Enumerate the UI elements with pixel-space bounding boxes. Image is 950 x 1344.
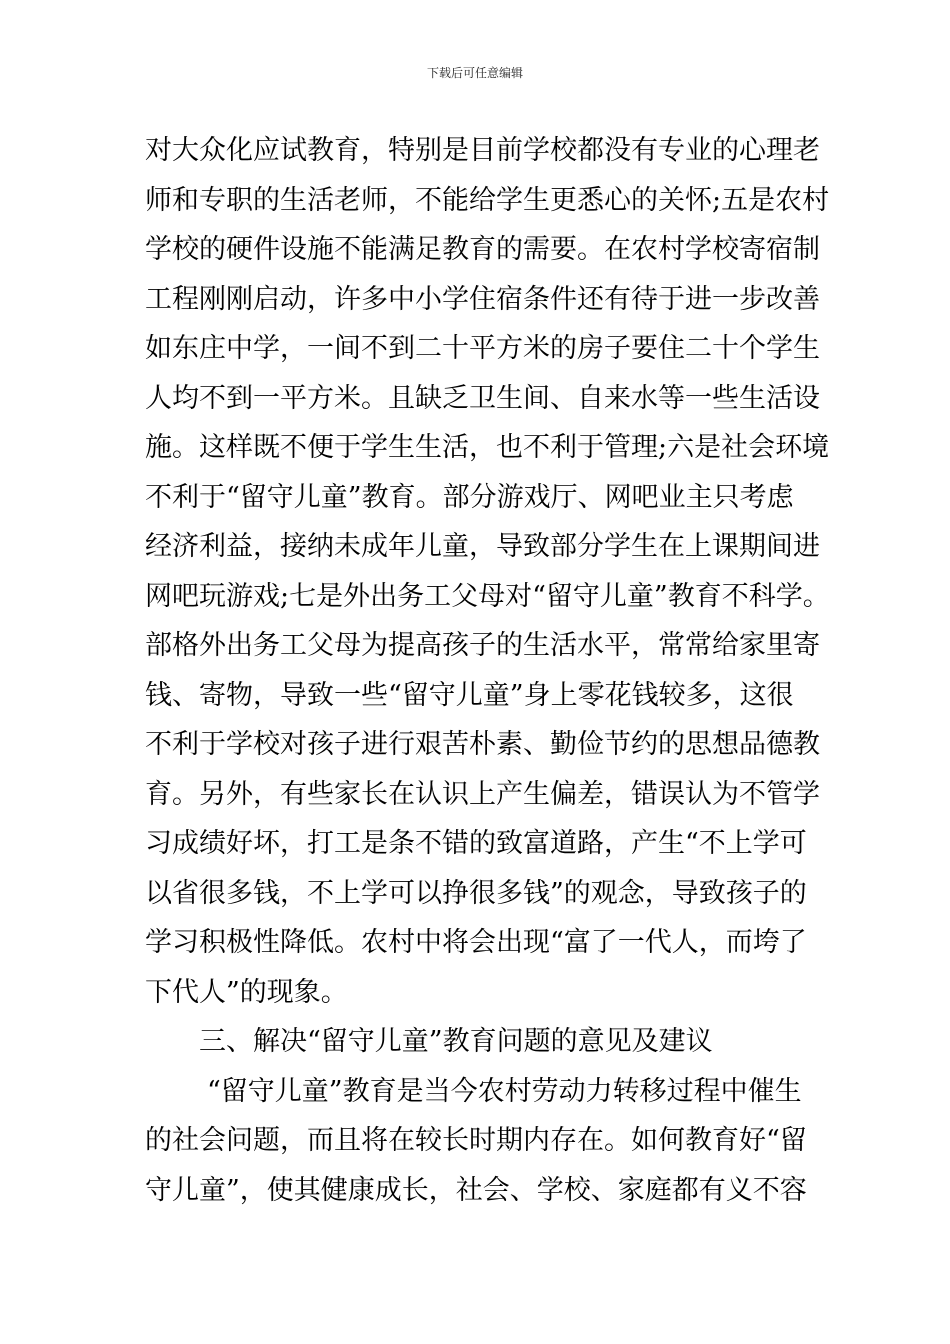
body-line: 学习积极性降低。农村中将会出现“富了一代人，而垮了: [145, 927, 807, 958]
body-line: 如东庄中学，一间不到二十平方米的房子要住二十个学生: [145, 333, 820, 364]
body-line: 习成绩好坏，打工是条不错的致富道路，产生“不上学可: [145, 828, 807, 859]
body-line: 学校的硬件设施不能满足教育的需要。在农村学校寄宿制: [145, 234, 820, 265]
body-line: 师和专职的生活老师，不能给学生更悉心的关怀;五是农村: [145, 184, 830, 216]
body-line: “留守儿童”教育是当今农村劳动力转移过程中催生: [207, 1075, 802, 1107]
body-line: 不利于学校对孩子进行艰苦朴素、勤俭节约的思想品德教: [145, 729, 820, 760]
section-heading: 三、解决“留守儿童”教育问题的意见及建议: [199, 1026, 713, 1057]
body-line: 工程刚刚启动，许多中小学住宿条件还有待于进一步改善: [145, 283, 820, 315]
body-line: 的社会问题，而且将在较长时期内存在。如何教育好“留: [145, 1125, 807, 1156]
body-line: 下代人”的现象。: [145, 976, 348, 1008]
body-line: 育。另外，有些家长在认识上产生偏差，错误认为不管学: [145, 778, 820, 810]
body-line: 经济利益，接纳未成年儿童，导致部分学生在上课期间进: [145, 531, 820, 562]
body-line: 以省很多钱，不上学可以挣很多钱”的观念，导致孩子的: [145, 877, 807, 909]
body-line: 施。这样既不便于学生生活，也不利于管理;六是社会环境: [145, 432, 830, 463]
body-line: 部格外出务工父母为提高孩子的生活水平，常常给家里寄: [145, 630, 820, 661]
document-body: [145, 126, 835, 1215]
body-line: 不利于“留守儿童”教育。部分游戏厅、网吧业主只考虑: [145, 481, 794, 513]
body-line: 网吧玩游戏;七是外出务工父母对“留守儿童”教育不科学。: [145, 580, 830, 612]
body-line: 对大众化应试教育，特别是目前学校都没有专业的心理老: [145, 135, 820, 166]
body-line: 钱、寄物，导致一些“留守儿童”身上零花钱较多，这很: [145, 679, 794, 711]
body-line: 人均不到一平方米。且缺乏卫生间、自来水等一些生活设: [145, 382, 820, 414]
page-header-note: 下载后可任意编辑: [426, 66, 523, 80]
body-line: 守儿童”，使其健康成长，社会、学校、家庭都有义不容: [145, 1174, 807, 1206]
